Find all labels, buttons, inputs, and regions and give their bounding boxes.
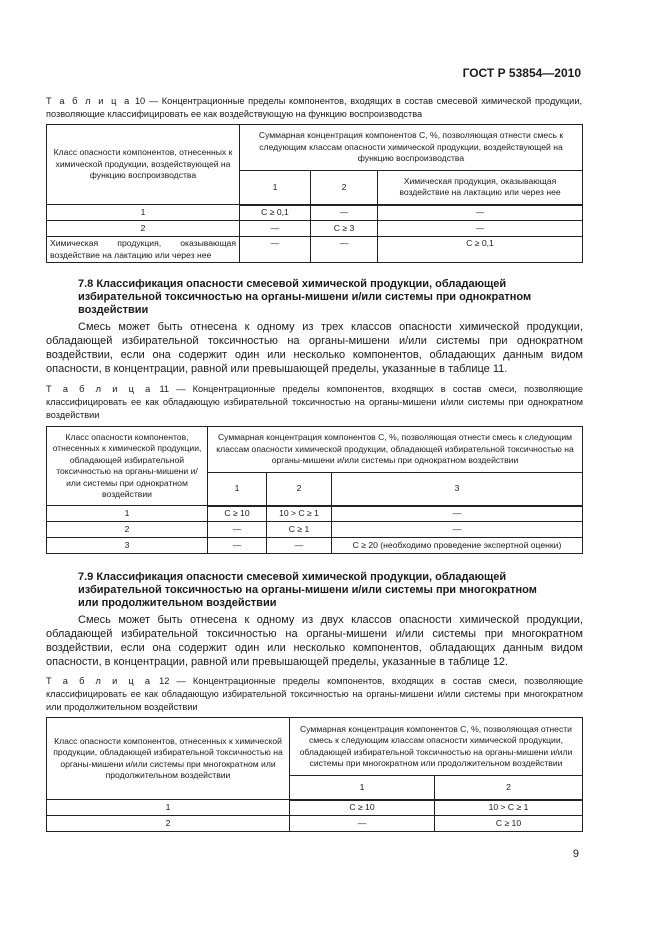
table11-sub1: 1 xyxy=(208,473,267,506)
table10-col-sum: Суммарная концентрация компонентов С, %, позволяющая отнести смесь к следующим классам опасности химической продукции, воздействующей на функцию воспроизводства xyxy=(240,125,583,171)
table11-row3-class: 3 xyxy=(47,538,208,554)
table11-col-sum: Суммарная концентрация компонентов С, %, позволяющая отнести смесь к следующим классам опасности химической продукции, обладающей избирательной токсичностью на органы-мишени и/или системы при однократном воздействии xyxy=(208,427,583,473)
table12 xyxy=(46,717,583,832)
table11-caption-text: 11 — Концентрационные пределы компонентов, входящих в состав смеси, позволяющие классифицировать ее как обладающую избирательной токсичностью на органы-мишени и/или системы при однократном воздействии xyxy=(46,384,583,420)
table12-row2-c2: С ≥ 10 xyxy=(435,816,583,832)
table10-row2-c3: — xyxy=(378,221,583,237)
table-row xyxy=(47,538,583,554)
table12-sub2: 2 xyxy=(435,776,583,800)
table11-row2-class: 2 xyxy=(47,522,208,538)
table12-col-class: Класс опасности компонентов, отнесенных к химической продукции, обладающей избирательной токсичностью на органы-мишени и/или системы при многократном или продолжительном воздействии xyxy=(47,718,290,800)
table10-row3-c1: — xyxy=(240,237,311,263)
table12-sub1: 1 xyxy=(290,776,435,800)
table12-row1-c1: С ≥ 10 xyxy=(290,800,435,816)
table11 xyxy=(46,426,583,554)
table11-row2-c3: — xyxy=(332,522,583,538)
table12-row2-class: 2 xyxy=(47,816,290,832)
table11-row3-c1: — xyxy=(208,538,267,554)
table11-col-class: Класс опасности компонентов, отнесенных к химической продукции, обладающей избирательной токсичностью на органы-мишени и/или системы при однократном воздействии xyxy=(47,427,208,506)
table12-col-sum: Суммарная концентрация компонентов С, %, позволяющая отнести смесь к следующим классам опасности химической продукции, обладающей избирательной токсичностью на органы-мишени и/или системы при многократном или продолжительном воздействии xyxy=(290,718,583,776)
table10-caption-label: Т а б л и ц а xyxy=(46,96,132,106)
table12-caption-text: 12 — Концентрационные пределы компонентов, входящих в состав смеси, позволяющие классифицировать ее как обладающую избирательной токсичностью на органы-мишени и/или системы при многократном или продолжительном воздействии xyxy=(46,676,583,712)
table-row xyxy=(47,816,583,832)
table10-row1-c1: С ≥ 0,1 xyxy=(240,205,311,221)
table-row xyxy=(47,506,583,522)
table-row xyxy=(47,800,583,816)
table-row xyxy=(47,205,583,221)
table12-row1-c2: 10 > С ≥ 1 xyxy=(435,800,583,816)
table10-sub2: 2 xyxy=(311,171,378,205)
table12-row1-class: 1 xyxy=(47,800,290,816)
page-number: 9 xyxy=(572,848,579,860)
table11-row3-c3: С ≥ 20 (необходимо проведение экспертной оценки) xyxy=(332,538,583,554)
table10-row3-class: Химическая продукция, оказывающая воздействие на лактацию или через нее xyxy=(47,237,240,263)
table10-sub1: 1 xyxy=(240,171,311,205)
table10-row3-c3: С ≥ 0,1 xyxy=(378,237,583,263)
document-id: ГОСТ Р 53854—2010 xyxy=(462,66,581,80)
table10-row1-c3: — xyxy=(378,205,583,221)
table10-row2-class: 2 xyxy=(47,221,240,237)
table12-caption xyxy=(46,675,583,714)
table11-row2-c2: С ≥ 1 xyxy=(267,522,332,538)
table11-sub2: 2 xyxy=(267,473,332,506)
table10 xyxy=(46,124,583,263)
table11-row1-c1: С ≥ 10 xyxy=(208,506,267,522)
table10-sub3: Химическая продукция, оказывающая воздействие на лактацию или через нее xyxy=(378,171,583,205)
table11-row2-c1: — xyxy=(208,522,267,538)
table10-caption xyxy=(46,95,582,121)
table12-caption-label: Т а б л и ц а xyxy=(46,676,152,686)
table10-caption-text: 10 — Концентрационные пределы компонентов, входящих в состав смесевой химической продукции, позволяющие классифицировать ее как воздействующую на функцию воспроизводства xyxy=(46,96,583,119)
table11-sub3: 3 xyxy=(332,473,583,506)
table10-row1-class: 1 xyxy=(47,205,240,221)
section-7-8-text: Смесь может быть отнесена к одному из трех классов опасности химической продукции, обладающей избирательной токсичностью на органы-мишени и/или системы при однократном воздействии, если она содержит один или несколько компонентов, обладающих данным видом опасности, в концентрации, равной или превышающей пределы, указанные в таблице 11. xyxy=(46,321,583,375)
table11-row1-c2: 10 > С ≥ 1 xyxy=(267,506,332,522)
table-row xyxy=(47,237,583,263)
table11-caption-label: Т а б л и ц а xyxy=(46,384,153,394)
table11-caption xyxy=(46,383,583,422)
table10-row3-c2: — xyxy=(311,237,378,263)
table11-row3-c2: — xyxy=(267,538,332,554)
table10-col-class: Класс опасности компонентов, отнесенных к химической продукции, воздействующей на функцию воспроизводства xyxy=(47,125,240,205)
section-7-9-text: Смесь может быть отнесена к одному из двух классов опасности химической продукции, обладающей избирательной токсичностью на органы-мишени и/или системы при многократном воздействии, если она содержит один или несколько компонентов, обладающих данным видом опасности, в концентрации, равной или превышающей пределы, указанные в таблице 12. xyxy=(46,614,583,668)
table-row xyxy=(47,522,583,538)
table10-row2-c2: С ≥ 3 xyxy=(311,221,378,237)
table12-row2-c1: — xyxy=(290,816,435,832)
table11-row1-class: 1 xyxy=(47,506,208,522)
table-row xyxy=(47,221,583,237)
table11-row1-c3: — xyxy=(332,506,583,522)
section-7-9-heading: 7.9 Классификация опасности смесевой химической продукции, обладающей избирательной токсичностью на органы-мишени и/или системы при многократном или продолжительном воздействии xyxy=(78,571,537,609)
table10-row1-c2: — xyxy=(311,205,378,221)
section-7-8-heading: 7.8 Классификация опасности смесевой химической продукции, обладающей избирательной токсичностью на органы-мишени и/или системы при однократном воздействии xyxy=(78,278,532,316)
table10-row2-c1: — xyxy=(240,221,311,237)
